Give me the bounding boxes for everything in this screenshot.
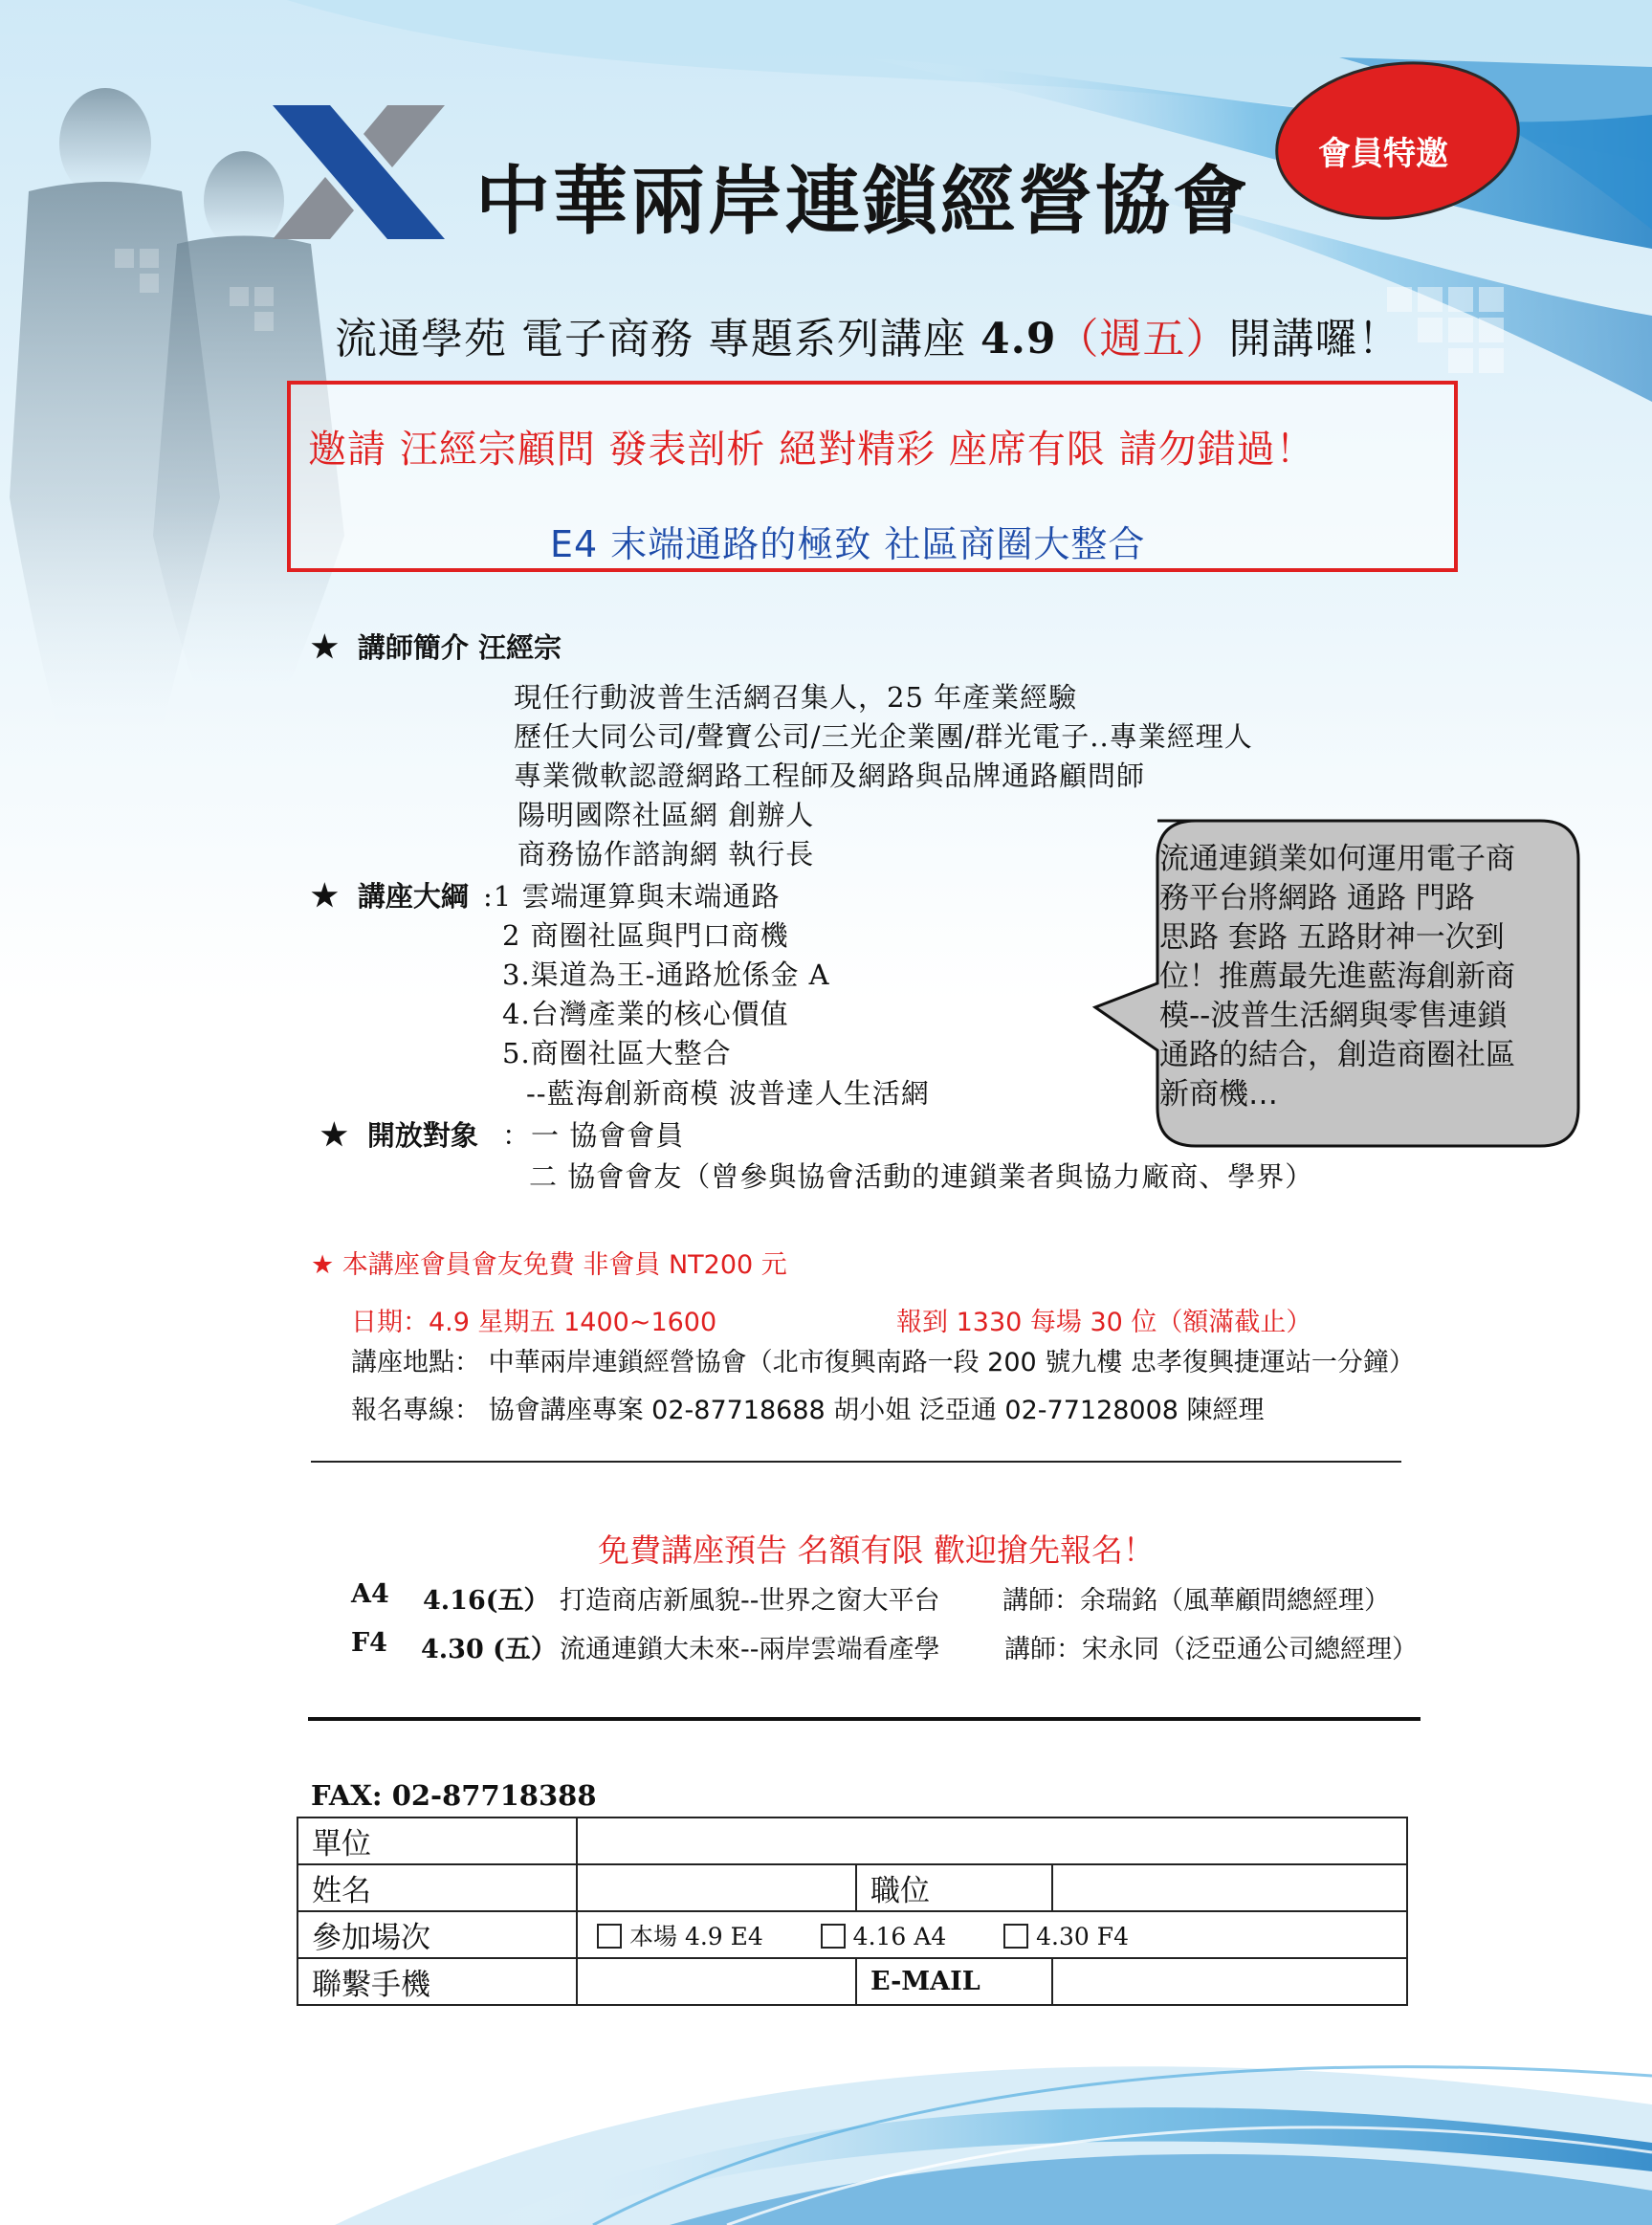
email-label: E-MAIL [856, 1958, 1052, 2005]
outline-heading-text: 講座大綱 [357, 880, 469, 913]
preview-date: 4.30 (五） [421, 1635, 557, 1664]
bubble-line: 思路 套路 五路財神一次到 [1159, 920, 1505, 955]
fee-note [311, 1244, 787, 1281]
instructor-line: 陽明國際社區網 創辦人 [518, 799, 815, 831]
preview-heading: 免費講座預告 名額有限 歡迎搶先報名！ [598, 1531, 1155, 1569]
unit-label: 單位 [297, 1817, 577, 1864]
audience-line: 二 協會會友（曾參與協會活動的連鎖業者與協力廠商、學界） [529, 1160, 1314, 1193]
headline-weekday: （週五） [1056, 315, 1229, 363]
unit-field[interactable] [577, 1817, 1407, 1864]
instructor-line: 歷任大同公司/聲寶公司/三光企業團/群光電子..專業經理人 [514, 720, 1253, 753]
bubble-line: 位！推薦最先進藍海創新商 [1159, 959, 1515, 994]
x-logo-icon [263, 96, 454, 249]
form-row-unit [297, 1817, 1407, 1864]
checkin-line: 報到 1330 每場 30 位（額滿截止） [896, 1308, 1312, 1337]
option-label: 4.16 A4 [852, 1922, 947, 1950]
fee-text: 本講座會員會友免費 非會員 NT200 元 [341, 1250, 787, 1280]
session-option-e4[interactable] [597, 1918, 811, 1952]
outline-line: 2 商圈社區與門口商機 [502, 919, 789, 952]
outline-heading [311, 875, 469, 914]
preview-speaker: 講師：宋永同（泛亞通公司總經理） [1004, 1635, 1418, 1664]
date-line: 日期：4.9 星期五 1400~1600 [351, 1308, 717, 1337]
divider [308, 1717, 1421, 1721]
fax-number: FAX: 02-87718388 [311, 1779, 597, 1812]
instructor-heading [311, 627, 562, 666]
star-icon: ★ [311, 1250, 335, 1280]
preview-title: 打造商店新風貌--世界之窗大平台 [560, 1586, 940, 1616]
preview-code: A4 [351, 1579, 389, 1609]
outline-line: --藍海創新商模 波普達人生活網 [526, 1077, 930, 1110]
outline-line: :1 雲端運算與末端通路 [483, 880, 781, 913]
outline-line: 3.渠道為王-通路尬係金 A [502, 958, 830, 991]
preview-date: 4.16(五） [423, 1586, 550, 1616]
star-icon: ★ [311, 628, 339, 665]
session-option-f4[interactable] [1003, 1918, 1177, 1952]
bubble-line: 模--波普生活網與零售連鎖 [1159, 999, 1508, 1033]
headline-part2: 開講囉！ [1228, 315, 1401, 363]
headline-part1: 流通學苑 電子商務 專題系列講座 [335, 315, 980, 363]
phone-field[interactable] [577, 1958, 856, 2005]
star-icon: ★ [311, 877, 339, 914]
divider [311, 1461, 1401, 1463]
org-name: 中華兩岸連鎖經營協會 [475, 159, 1251, 245]
outline-line: 5.商圈社區大整合 [502, 1037, 732, 1069]
checkbox-icon[interactable] [597, 1924, 622, 1949]
audience-heading-text: 開放對象 [366, 1119, 478, 1152]
name-label: 姓名 [297, 1864, 577, 1911]
venue-line: 講座地點： 中華兩岸連鎖經營協會（北市復興南路一段 200 號九樓 忠孝復興捷運站一分鐘） [351, 1348, 1415, 1377]
invite-line: 邀請 汪經宗顧問 發表剖析 絕對精彩 座席有限 請勿錯過！ [308, 428, 1315, 472]
lecture-topic: E4 末端通路的極致 社區商圈大整合 [550, 523, 1146, 565]
contact-line: 報名專線： 協會講座專案 02-87718688 胡小姐 泛亞通 02-77128008 陳經理 [351, 1396, 1265, 1425]
star-icon: ★ [320, 1116, 348, 1153]
bubble-line: 流通連鎖業如何運用電子商 [1159, 842, 1515, 876]
preview-title: 流通連鎖大未來--兩岸雲端看產學 [560, 1635, 940, 1664]
badge-label: 會員特邀 [1318, 135, 1448, 173]
instructor-heading-text: 講師簡介 汪經宗 [357, 631, 562, 664]
preview-code: F4 [351, 1628, 387, 1658]
session-option-a4[interactable] [821, 1918, 995, 1952]
checkbox-icon[interactable] [1003, 1924, 1028, 1949]
bubble-text [1159, 840, 1552, 1114]
form-row-contact [297, 1958, 1407, 2005]
bubble-line: 務平台將網路 通路 門路 [1159, 881, 1475, 915]
audience-line: ：一 協會會員 [502, 1119, 685, 1152]
registration-form [297, 1817, 1408, 2006]
name-field[interactable] [577, 1864, 856, 1911]
option-label: 本場 4.9 E4 [629, 1922, 763, 1950]
phone-label: 聯繫手機 [297, 1958, 577, 2005]
bubble-line: 新商機… [1159, 1077, 1278, 1112]
session-label: 參加場次 [297, 1911, 577, 1958]
position-label: 職位 [856, 1864, 1052, 1911]
option-label: 4.30 F4 [1036, 1922, 1129, 1950]
checkbox-icon[interactable] [821, 1924, 846, 1949]
email-field[interactable] [1052, 1958, 1407, 2005]
form-row-session [297, 1911, 1407, 1958]
outline-line: 4.台灣產業的核心價值 [502, 998, 789, 1030]
headline-date: 4.9 [980, 315, 1057, 363]
bubble-line: 通路的結合，創造商圈社區 [1159, 1038, 1515, 1072]
instructor-line: 專業微軟認證網路工程師及網路與品牌通路顧問師 [514, 760, 1146, 792]
position-field[interactable] [1052, 1864, 1407, 1911]
headline [335, 304, 1401, 365]
instructor-line: 商務協作諮詢網 執行長 [518, 838, 815, 870]
preview-speaker: 講師：余瑞銘（風華顧問總經理） [1002, 1586, 1390, 1616]
form-row-name [297, 1864, 1407, 1911]
audience-heading [320, 1114, 478, 1154]
instructor-line: 現任行動波普生活網召集人，25 年產業經驗 [514, 681, 1078, 714]
session-options [577, 1911, 1407, 1958]
